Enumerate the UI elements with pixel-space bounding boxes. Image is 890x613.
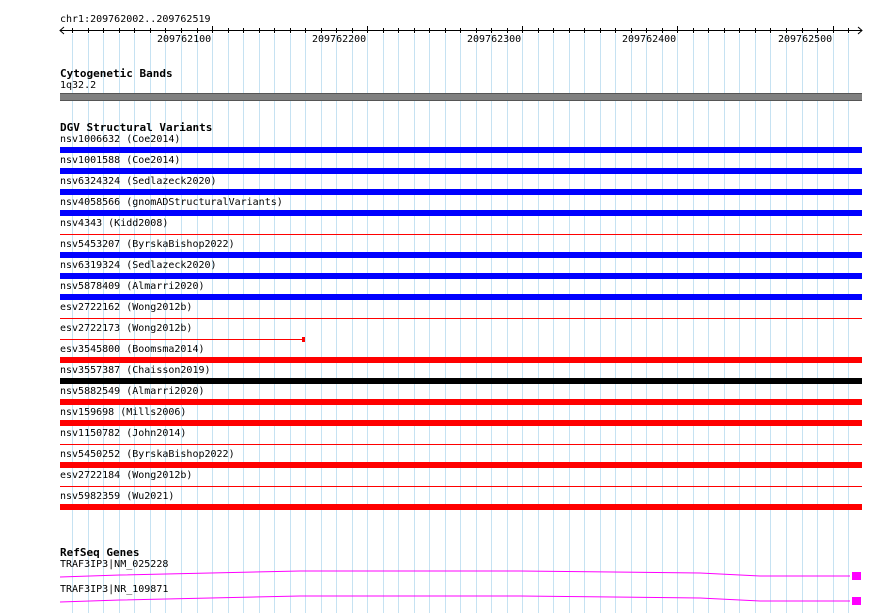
dgv-variant-label[interactable]: nsv5878409 (Almarri2020) [60,281,205,292]
dgv-variant-label[interactable]: esv2722162 (Wong2012b) [60,302,193,313]
gene-exon-block [852,572,861,580]
dgv-variant-bar[interactable] [60,294,862,300]
cytoband-label: 1q32.2 [60,80,97,91]
dgv-variant-label[interactable]: nsv5450252 (ByrskaBishop2022) [60,449,235,460]
dgv-variant-label[interactable]: nsv5982359 (Wu2021) [60,491,175,502]
dgv-variant-bar[interactable] [60,339,304,340]
dgv-variant-bar[interactable] [60,147,862,153]
dgv-variant-bar[interactable] [60,444,862,445]
gene-intron-line [60,571,850,577]
dgv-variant-label[interactable]: nsv4343 (Kidd2008) [60,218,169,229]
cytoband-bar[interactable] [60,93,862,101]
ruler-location: chr1:209762002..209762519 [60,14,211,25]
refseq-gene-label[interactable]: TRAF3IP3|NR_109871 [60,584,169,595]
ruler-tick-label: 209762100 [157,34,212,45]
dgv-variant-bar[interactable] [60,378,862,384]
dgv-variant-bar[interactable] [60,318,862,319]
dgv-variant-label[interactable]: nsv1006632 (Coe2014) [60,134,181,145]
ruler-tick-label: 209762400 [622,34,677,45]
dgv-variant-label[interactable]: nsv6319324 (Sedlazeck2020) [60,260,217,271]
dgv-variant-bar[interactable] [60,210,862,216]
dgv-variant-bar[interactable] [60,420,862,426]
dgv-variant-label[interactable]: nsv1001588 (Coe2014) [60,155,181,166]
dgv-variant-label[interactable]: esv2722173 (Wong2012b) [60,323,193,334]
refseq-gene-glyph[interactable] [0,592,890,608]
dgv-variant-label[interactable]: nsv159698 (Mills2006) [60,407,187,418]
gene-intron-line [60,596,850,602]
dgv-variant-label[interactable]: esv3545800 (Boomsma2014) [60,344,205,355]
dgv-variant-bar[interactable] [60,357,862,363]
gene-exon-block [852,597,861,605]
dgv-variant-label[interactable]: nsv5882549 (Almarri2020) [60,386,205,397]
ruler-tick-label: 209762500 [778,34,833,45]
dgv-variant-bar[interactable] [60,252,862,258]
ruler-tick-label: 209762200 [312,34,367,45]
dgv-variant-bar[interactable] [60,273,862,279]
dgv-variant-label[interactable]: esv2722184 (Wong2012b) [60,470,193,481]
cytoband-track-title: Cytogenetic Bands [60,67,173,80]
dgv-variant-label[interactable]: nsv5453207 (ByrskaBishop2022) [60,239,235,250]
dgv-variant-bar[interactable] [60,486,862,487]
dgv-variant-bar[interactable] [60,504,862,510]
refseq-gene-label[interactable]: TRAF3IP3|NM_025228 [60,559,169,570]
dgv-track-title: DGV Structural Variants [60,121,213,134]
refseq-track-title: RefSeq Genes [60,546,140,559]
dgv-variant-label[interactable]: nsv6324324 (Sedlazeck2020) [60,176,217,187]
dgv-variant-bar[interactable] [60,234,862,235]
dgv-variant-label[interactable]: nsv1150782 (John2014) [60,428,187,439]
dgv-variant-label[interactable]: nsv4058566 (gnomADStructuralVariants) [60,197,283,208]
dgv-variant-bar[interactable] [60,462,862,468]
dgv-variant-label[interactable]: nsv3557387 (Chaisson2019) [60,365,211,376]
dgv-variant-bar[interactable] [60,399,862,405]
ruler-tick-label: 209762300 [467,34,522,45]
dgv-variant-bar[interactable] [60,168,862,174]
dgv-variant-bar[interactable] [60,189,862,195]
refseq-gene-glyph[interactable] [0,567,890,583]
